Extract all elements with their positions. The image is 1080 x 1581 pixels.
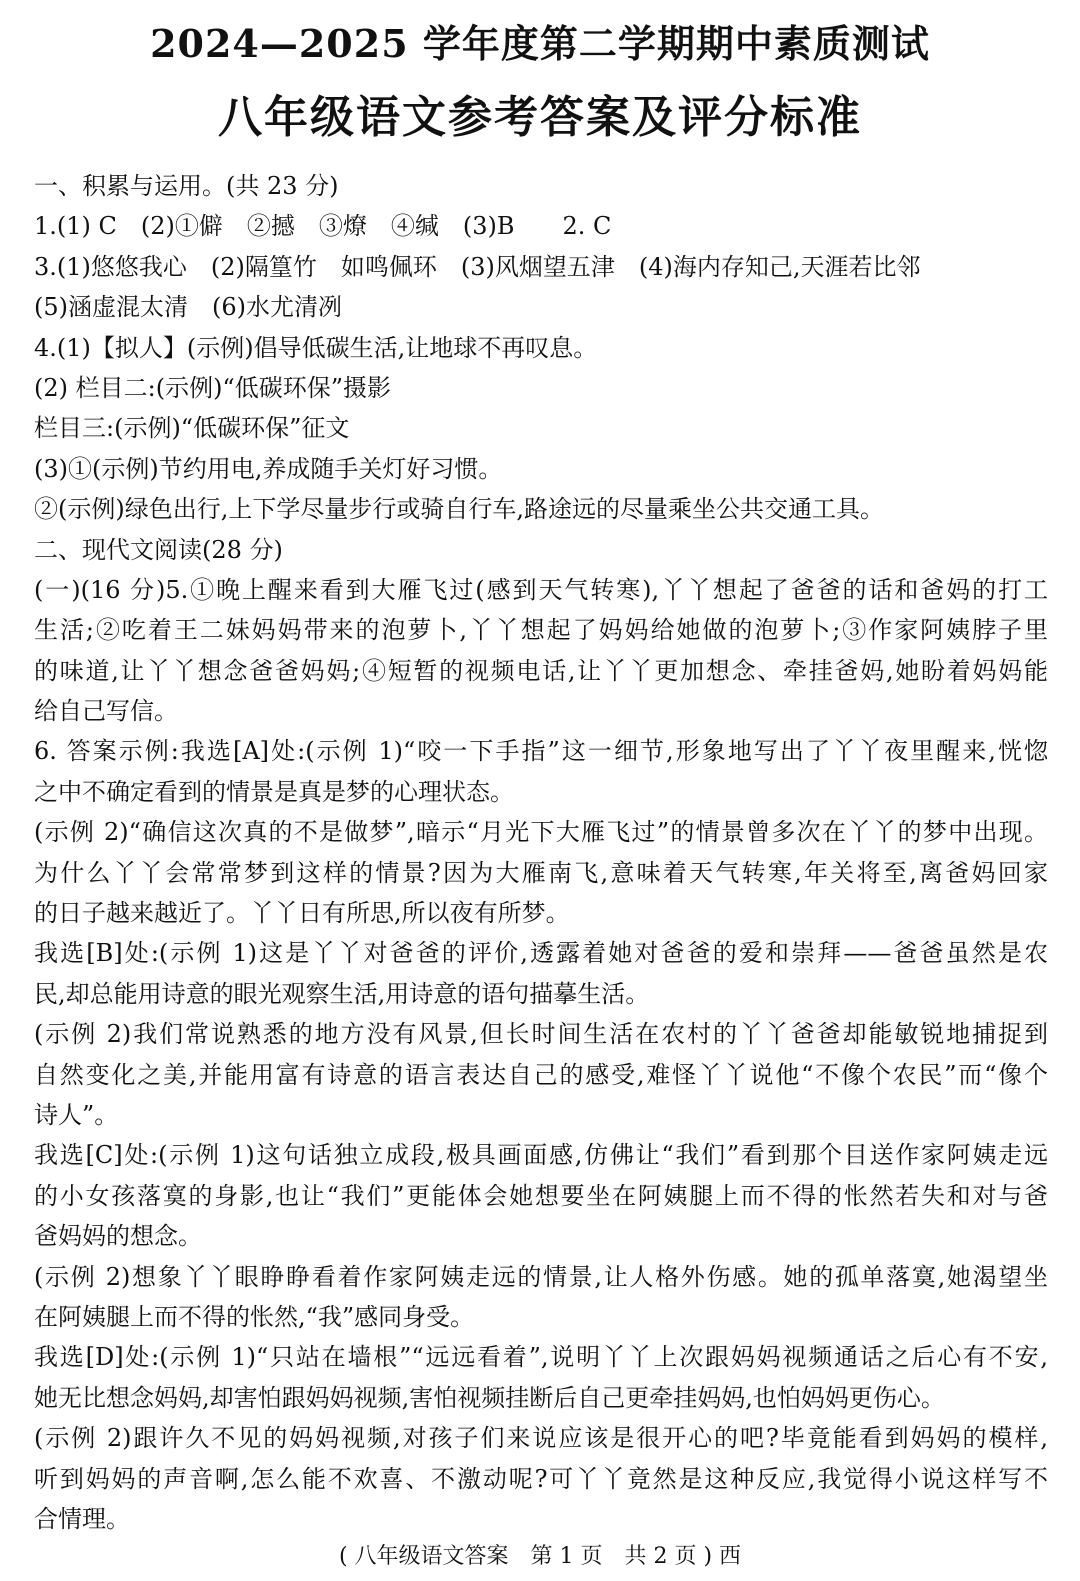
answer-body — [34, 166, 1048, 1539]
text-line: (示例 2)我们常说熟悉的地方没有风景,但长时间生活在农村的丫丫爸爸却能敏锐地捕捉到 — [34, 1020, 1048, 1049]
text-line: 3.(1)悠悠我心 (2)隔篁竹 如鸣佩环 (3)风烟望五津 (4)海内存知己,天涯若比邻 — [34, 252, 921, 281]
text-line: 6. 答案示例:我选[A]处:(示例 1)“咬一下手指”这一细节,形象地写出了丫丫夜里醒来,恍惚 — [34, 737, 1048, 766]
text-line: 民,却总能用诗意的眼光观察生活,用诗意的语句描摹生活。 — [34, 979, 650, 1008]
text-line: 合情理。 — [34, 1504, 130, 1533]
text-line: 4.(1)【拟人】(示例)倡导低碳生活,让地球不再叹息。 — [34, 333, 598, 362]
text-line: ②(示例)绿色出行,上下学尽量步行或骑自行车,路途远的尽量乘坐公共交通工具。 — [34, 495, 884, 524]
text-line: 诗人”。 — [34, 1100, 119, 1129]
text-line: 我选[C]处:(示例 1)这句话独立成段,极具画面感,仿佛让“我们”看到那个目送作家阿姨走远 — [34, 1141, 1048, 1170]
section-heading: 二、现代文阅读(28 分) — [34, 535, 283, 564]
text-line: 栏目三:(示例)“低碳环保”征文 — [34, 414, 350, 443]
text-line: (示例 2)跟许久不见的妈妈视频,对孩子们来说应该是很开心的吧?毕竟能看到妈妈的模样, — [34, 1424, 1048, 1453]
text-line: 我选[B]处:(示例 1)这是丫丫对爸爸的评价,透露着她对爸爸的爱和崇拜——爸爸虽然是农 — [34, 939, 1048, 968]
text-line: 爸妈妈的想念。 — [34, 1222, 202, 1251]
text-line: 之中不确定看到的情景是真是梦的心理状态。 — [34, 777, 514, 806]
text-line: 的味道,让丫丫想念爸爸妈妈;④短暂的视频电话,让丫丫更加想念、牵挂爸妈,她盼着妈妈能 — [34, 656, 1048, 685]
text-line: 自然变化之美,并能用富有诗意的语言表达自己的感受,难怪丫丫说他“不像个农民”而“像个 — [34, 1060, 1048, 1089]
document-subtitle: 八年级语文参考答案及评分标准 — [218, 92, 862, 143]
text-line: 给自己写信。 — [34, 697, 178, 726]
text-line: 生活;②吃着王二妹妈妈带来的泡萝卜,丫丫想起了妈妈给她做的泡萝卜;③作家阿姨脖子里 — [34, 616, 1048, 645]
text-line: (示例 2)想象丫丫眼睁睁看着作家阿姨走远的情景,让人格外伤感。她的孤单落寞,她渴望坐 — [34, 1262, 1048, 1291]
text-line: 1.(1) C (2)①僻 ②撼 ③燎 ④缄 (3)B 2. C — [34, 212, 612, 241]
text-line: 她无比想念妈妈,却害怕跟妈妈视频,害怕视频挂断后自己更牵挂妈妈,也怕妈妈更伤心。 — [34, 1383, 945, 1412]
text-line: (示例 2)“确信这次真的不是做梦”,暗示“月光下大雁飞过”的情景曾多次在丫丫的梦中出现。 — [34, 818, 1048, 847]
text-line: 为什么丫丫会常常梦到这样的情景?因为大雁南飞,意味着天气转寒,年关将至,离爸妈回家 — [34, 858, 1048, 887]
exam-title: 2024—2025 学年度第二学期期中素质测试 — [150, 21, 930, 66]
section-heading: 一、积累与运用。(共 23 分) — [34, 172, 339, 200]
text-line: (5)涵虚混太清 (6)水尤清冽 — [34, 293, 342, 322]
text-line: (2) 栏目二:(示例)“低碳环保”摄影 — [34, 373, 391, 402]
text-line: (3)①(示例)节约用电,养成随手关灯好习惯。 — [34, 454, 503, 483]
text-line: 我选[D]处:(示例 1)“只站在墙根”“远远看着”,说明丫丫上次跟妈妈视频通话之后心有不安, — [34, 1343, 1048, 1372]
text-line: 在阿姨腿上而不得的怅然,“我”感同身受。 — [34, 1302, 475, 1331]
text-line: 听到妈妈的声音啊,怎么能不欢喜、不激动呢?可丫丫竟然是这种反应,我觉得小说这样写不 — [34, 1464, 1048, 1493]
text-line: (一)(16 分)5.①晚上醒来看到大雁飞过(感到天气转寒),丫丫想起了爸爸的话和爸妈的打工 — [34, 575, 1048, 604]
text-line: 的小女孩落寞的身影,也让“我们”更能体会她想要坐在阿姨腿上而不得的怅然若失和对与爸 — [34, 1181, 1048, 1210]
text-line: 的日子越来越近了。丫丫日有所思,所以夜有所梦。 — [34, 899, 570, 928]
page-footer: ( 八年级语文答案 第 1 页 共 2 页 ) 西 — [338, 1544, 742, 1569]
